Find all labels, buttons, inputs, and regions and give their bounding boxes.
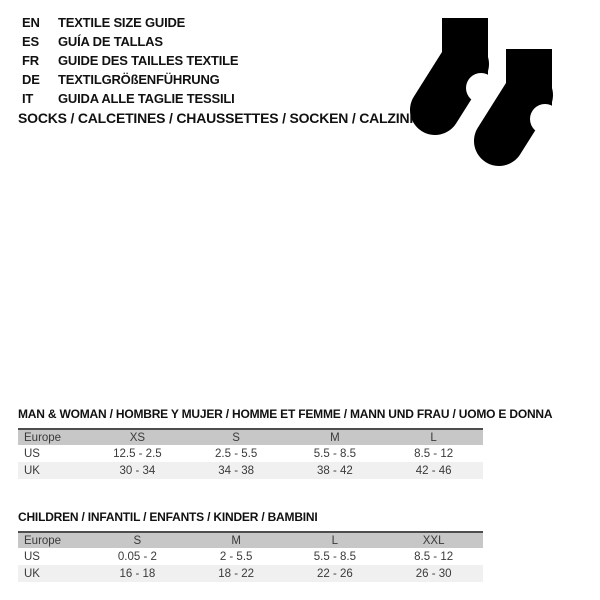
language-code: ES: [22, 34, 39, 49]
size-table-section-children: [18, 510, 483, 582]
size-cell: 34 - 38: [218, 464, 255, 477]
language-title: GUIDA ALLE TAGLIE TESSILI: [58, 91, 235, 106]
size-column-header: M: [231, 534, 241, 547]
language-title: GUIDE DES TAILLES TEXTILE: [58, 53, 239, 68]
language-row-de: [22, 70, 238, 89]
size-cell: 16 - 18: [119, 567, 156, 580]
region-cell: US: [24, 447, 40, 460]
language-row-it: [22, 89, 238, 108]
size-cell: 12.5 - 2.5: [113, 447, 162, 460]
region-cell: UK: [24, 567, 40, 580]
region-column-header: Europe: [24, 534, 62, 547]
language-row-fr: [22, 51, 238, 70]
size-table-children: [18, 531, 483, 582]
region-cell: US: [24, 550, 40, 563]
language-code: IT: [22, 91, 34, 106]
language-code: FR: [22, 53, 39, 68]
language-title: TEXTILE SIZE GUIDE: [58, 15, 186, 30]
language-row-en: [22, 13, 238, 32]
language-row-es: [22, 32, 238, 51]
size-table-man-woman: [18, 428, 483, 479]
size-column-header: XXL: [422, 534, 445, 547]
language-code: DE: [22, 72, 40, 87]
size-cell: 22 - 26: [316, 567, 353, 580]
size-column-header: XS: [129, 431, 146, 444]
size-column-header: M: [330, 431, 340, 444]
region-column-header: Europe: [24, 431, 62, 444]
size-cell: 8.5 - 12: [414, 550, 454, 563]
table-row-uk: [18, 565, 483, 582]
table-title: MAN & WOMAN / HOMBRE Y MUJER / HOMME ET FEMME / MANN UND FRAU / UOMO E DONNA: [18, 407, 553, 421]
language-title-list: [22, 13, 238, 108]
socks-icon-svg: [407, 18, 557, 178]
table-row-us: [18, 548, 483, 565]
size-column-header: S: [232, 431, 240, 444]
size-cell: 5.5 - 8.5: [313, 447, 356, 460]
language-title: TEXTILGRÖßENFÜHRUNG: [58, 72, 220, 87]
table-row-uk: [18, 462, 483, 479]
size-column-header: L: [331, 534, 339, 547]
size-table-section-man-woman: [18, 407, 553, 479]
table-title: CHILDREN / INFANTIL / ENFANTS / KINDER / BAMBINI: [18, 510, 318, 524]
size-column-header: L: [430, 431, 437, 444]
size-cell: 30 - 34: [119, 464, 156, 477]
size-cell: 0.05 - 2: [117, 550, 157, 563]
sock-shape-left: [435, 18, 496, 110]
socks-icon: [407, 18, 557, 178]
category-title: SOCKS / CALCETINES / CHAUSSETTES / SOCKEN / CALZINI: [18, 110, 414, 126]
size-cell: 5.5 - 8.5: [313, 550, 356, 563]
size-cell: 2.5 - 5.5: [215, 447, 258, 460]
language-code: EN: [22, 15, 40, 30]
region-cell: UK: [24, 464, 40, 477]
size-cell: 42 - 46: [415, 464, 452, 477]
size-cell: 2 - 5.5: [219, 550, 253, 563]
size-column-header: S: [133, 534, 142, 547]
size-cell: 26 - 30: [415, 567, 452, 580]
language-title: GUÍA DE TALLAS: [58, 34, 163, 49]
size-cell: 38 - 42: [316, 464, 353, 477]
sock-shape-right: [499, 49, 557, 141]
table-header-row: [18, 429, 483, 445]
size-cell: 18 - 22: [218, 567, 255, 580]
table-row-us: [18, 445, 483, 462]
table-header-row: [18, 532, 483, 548]
size-cell: 8.5 - 12: [414, 447, 454, 460]
